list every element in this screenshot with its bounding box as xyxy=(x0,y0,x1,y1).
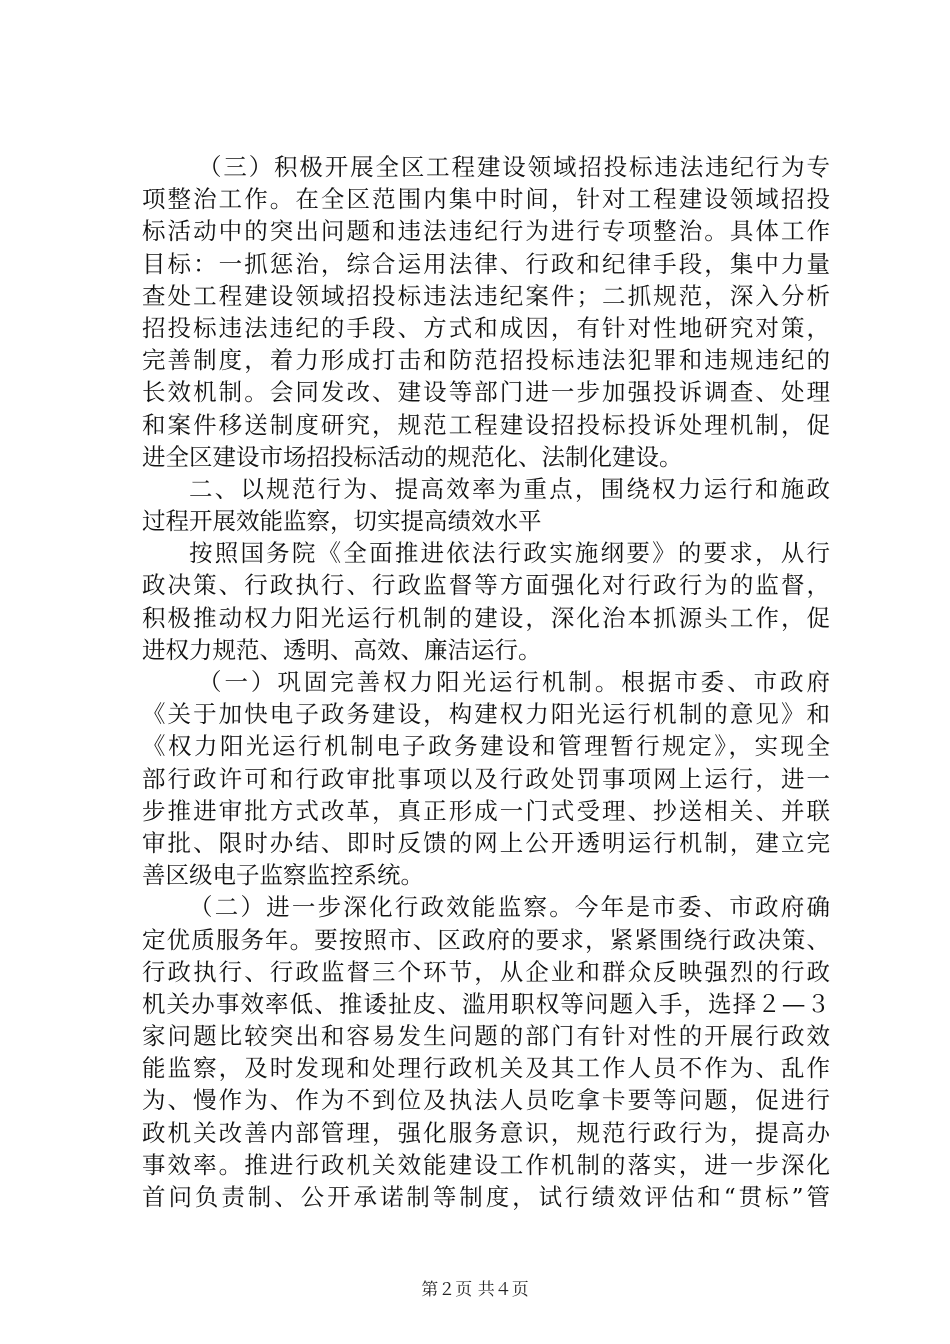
page-footer: 第２页 共４页 xyxy=(421,1280,529,1300)
text-line: （二）进一步深化行政效能监察。今年是市委、市政府确 xyxy=(189,893,830,922)
text-line: 过程开展效能监察，切实提高绩效水平 xyxy=(142,507,542,536)
text-line: 完善制度，着力形成打击和防范招投标违法犯罪和违规违纪的 xyxy=(142,346,830,375)
text-line: 《权力阳光运行机制电子政务建设和管理暂行规定》，实现全 xyxy=(142,732,830,761)
text-line: 部行政许可和行政审批事项以及行政处罚事项网上运行，进一 xyxy=(142,764,830,793)
text-line: 事效率。推进行政机关效能建设工作机制的落实，进一步深化 xyxy=(142,1150,830,1179)
text-line: 和案件移送制度研究，规范工程建设招投标投诉处理机制，促 xyxy=(142,410,830,439)
text-line: 目标：一抓惩治，综合运用法律、行政和纪律手段，集中力量 xyxy=(142,249,830,278)
text-line: 步推进审批方式改革，真正形成一门式受理、抄送相关、并联 xyxy=(142,796,830,825)
text-line: 二、以规范行为、提高效率为重点，围绕权力运行和施政 xyxy=(189,474,830,503)
text-line: 政机关改善内部管理，强化服务意识，规范行政行为，提高办 xyxy=(142,1118,830,1147)
text-line: 为、慢作为、作为不到位及执法人员吃拿卡要等问题，促进行 xyxy=(142,1086,830,1115)
text-line: （一）巩固完善权力阳光运行机制。根据市委、市政府 xyxy=(198,668,830,696)
text-line: 招投标违法违纪的手段、方式和成因，有针对性地研究对策， xyxy=(142,313,830,342)
text-line: 积极推动权力阳光运行机制的建设，深化治本抓源头工作，促 xyxy=(142,603,830,632)
text-line: 善区级电子监察监控系统。 xyxy=(142,861,424,890)
text-line: 按照国务院《全面推进依法行政实施纲要》的要求，从行 xyxy=(189,539,830,568)
text-line: 进权力规范、透明、高效、廉洁运行。 xyxy=(142,635,542,664)
text-line: 进全区建设市场招投标活动的规范化、法制化建设。 xyxy=(142,442,683,471)
text-line: 首问负责制、公开承诺制等制度，试行绩效评估和“贯标”管 xyxy=(142,1183,830,1211)
text-line: 政决策、行政执行、行政监督等方面强化对行政行为的监督， xyxy=(142,571,830,600)
text-line: 定优质服务年。要按照市、区政府的要求，紧紧围绕行政决策、 xyxy=(142,925,830,954)
text-line: 能监察，及时发现和处理行政机关及其工作人员不作为、乱作 xyxy=(142,1054,830,1083)
document-body xyxy=(142,151,830,1213)
text-line: 项整治工作。在全区范围内集中时间，针对工程建设领域招投 xyxy=(142,185,830,214)
text-line: 家问题比较突出和容易发生问题的部门有针对性的开展行政效 xyxy=(142,1022,830,1051)
text-line: 《关于加快电子政务建设，构建权力阳光运行机制的意见》和 xyxy=(142,700,830,729)
text-line: 机关办事效率低、推诿扯皮、滥用职权等问题入手，选择２—３ xyxy=(142,989,830,1018)
text-line: 长效机制。会同发改、建设等部门进一步加强投诉调查、处理 xyxy=(142,378,830,407)
text-line: 查处工程建设领域招投标违法违纪案件；二抓规范，深入分析 xyxy=(142,281,830,310)
text-line: 审批、限时办结、即时反馈的网上公开透明运行机制，建立完 xyxy=(142,828,830,857)
text-line: 行政执行、行政监督三个环节，从企业和群众反映强烈的行政 xyxy=(142,957,830,986)
text-line: （三）积极开展全区工程建设领域招投标违法违纪行为专 xyxy=(198,153,830,181)
text-line: 标活动中的突出问题和违法违纪行为进行专项整治。具体工作 xyxy=(142,217,830,246)
